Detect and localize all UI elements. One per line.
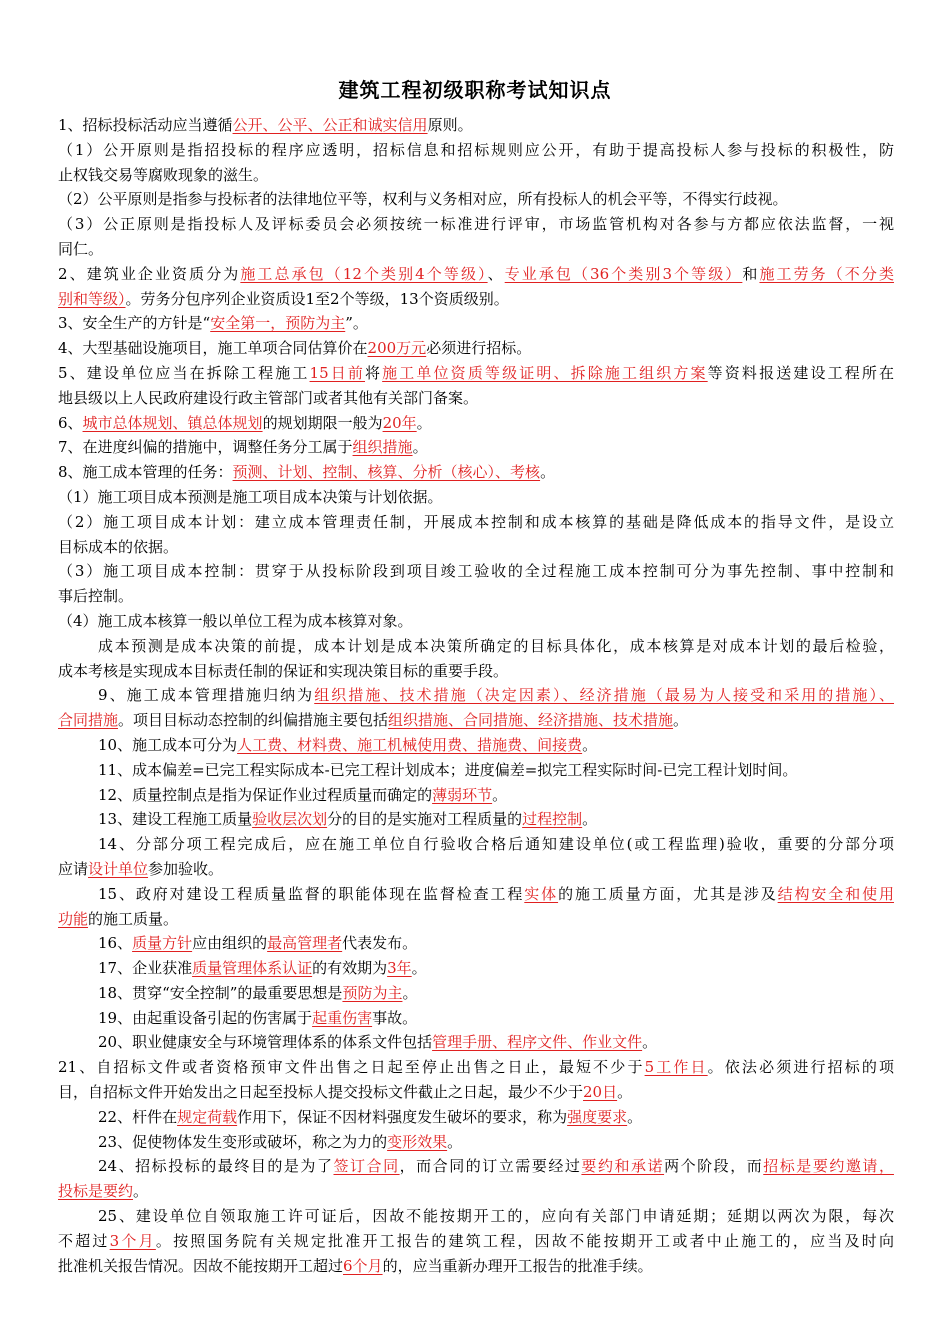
- text-line: [58, 1006, 894, 1031]
- highlighted-keyword: 施工单位资质等级证明、拆除施工组织方案: [382, 363, 708, 382]
- text-segment: （2）公平原则是指参与投标者的法律地位平等，权利与义务相对应，所有投标人的机会平等，不得实行歧视。: [58, 190, 788, 209]
- highlighted-keyword: 要约和承诺: [581, 1157, 665, 1176]
- text-line: [58, 584, 894, 609]
- text-segment: 22、杆件在: [98, 1107, 178, 1126]
- text-segment: 的规划期限一般为: [262, 413, 383, 432]
- text-segment: 1、招标投标活动应当遵循: [58, 116, 233, 134]
- text-line: [58, 882, 894, 907]
- text-line: [58, 1055, 894, 1080]
- text-segment: 。: [673, 711, 689, 730]
- highlighted-keyword: 组织措施: [352, 438, 413, 457]
- text-line: [58, 237, 894, 262]
- text-segment: 的施工质量。: [88, 909, 179, 928]
- highlighted-keyword: 20日: [583, 1083, 618, 1102]
- text-segment: ”。: [345, 314, 368, 333]
- text-line: [58, 138, 894, 163]
- text-segment: 。依法必须进行招标的项: [707, 1058, 894, 1077]
- text-segment: 25、建设单位自领取施工许可证后，因故不能按期开工的，应向有关部门申请延期；延期以两次为限，每次: [98, 1207, 894, 1226]
- text-segment: 应请: [58, 859, 89, 878]
- text-segment: 事后控制。: [58, 587, 134, 606]
- text-line: [58, 609, 894, 634]
- highlighted-keyword: 招标是要约邀请，: [763, 1157, 894, 1176]
- text-segment: 10、施工成本可分为: [98, 735, 238, 754]
- text-line: [58, 783, 894, 808]
- text-segment: 。按照国务院有关规定批准开工报告的建筑工程，因故不能按期开工或者中止施工的，应当及时向: [155, 1231, 894, 1250]
- text-segment: （3）公正原则是指投标人及评标委员会必须按统一标准进行评审，市场监管机构对各参与方都应依法监督，一视: [58, 215, 894, 234]
- text-segment: 。: [617, 1083, 633, 1102]
- text-segment: 3、安全生产的方针是“: [58, 314, 211, 333]
- text-segment: （4）施工成本核算一般以单位工程为成本核算对象。: [58, 611, 413, 630]
- text-segment: 5、建设单位应当在拆除工程施工: [58, 363, 310, 382]
- highlighted-keyword: 3个月: [109, 1231, 156, 1250]
- highlighted-keyword: 实体: [524, 884, 559, 903]
- highlighted-keyword: 起重伤害: [312, 1008, 373, 1027]
- text-segment: 的，应当重新办理开工报告的批准手续。: [382, 1256, 653, 1275]
- text-segment: 13、建设工程施工质量: [98, 810, 253, 829]
- text-segment: 12、质量控制点是指为保证作业过程质量而确定的: [98, 785, 433, 804]
- highlighted-keyword: 15日前: [309, 363, 366, 382]
- text-line: [58, 1030, 894, 1055]
- text-line: [58, 361, 894, 386]
- highlighted-keyword: 施工总承包（12个类别4个等级）: [240, 264, 488, 283]
- text-line: [58, 1229, 894, 1254]
- text-segment: 成本考核是实现成本目标责任制的保证和实现决策目标的重要手段。: [58, 661, 509, 680]
- text-segment: 必须进行招标。: [426, 339, 532, 358]
- text-line: [58, 559, 894, 584]
- text-line: [58, 683, 894, 708]
- text-line: [58, 733, 894, 758]
- text-segment: 23、促使物体发生变形或破坏，称之为力的: [98, 1132, 388, 1151]
- highlighted-keyword: 规定荷载: [177, 1107, 238, 1126]
- highlighted-keyword: 5工作日: [644, 1058, 708, 1077]
- text-segment: 19、由起重设备引起的伤害属于: [98, 1008, 313, 1027]
- text-line: [58, 187, 894, 212]
- page-title: 建筑工程初级职称考试知识点: [338, 78, 612, 102]
- text-line: [58, 758, 894, 783]
- text-line: [58, 931, 894, 956]
- text-line: [58, 485, 894, 510]
- text-line: [58, 1179, 894, 1204]
- text-segment: 的施工质量方面，尤其是涉及: [558, 884, 778, 903]
- text-line: [58, 411, 894, 436]
- text-segment: 止权钱交易等腐败现象的滋生。: [58, 165, 269, 184]
- text-segment: 等资料报送建设工程所在: [707, 363, 894, 382]
- text-segment: 。劳务分包序列企业资质设1至2个等级，13个资质级别。: [125, 289, 509, 308]
- text-line: [58, 907, 894, 932]
- highlighted-keyword: 质量方针: [132, 934, 193, 953]
- highlighted-keyword: 安全第一，预防为主: [210, 314, 346, 333]
- highlighted-keyword: 预测、计划、控制、核算、分析（核心）、考核: [232, 463, 541, 482]
- text-line: [58, 1154, 894, 1179]
- highlighted-keyword: 验收层次划: [252, 810, 328, 829]
- text-segment: 16、: [98, 934, 133, 953]
- text-segment: 11、成本偏差=已完工程实际成本-已完工程计划成本；进度偏差=拟完工程实际时间-已完工程计划时间。: [98, 760, 798, 779]
- text-segment: 8、施工成本管理的任务：: [58, 463, 233, 482]
- text-segment: 和: [742, 264, 760, 283]
- text-segment: 15、政府对建设工程质量监督的职能体现在监督检查工程: [98, 884, 525, 903]
- text-line: [58, 212, 894, 237]
- text-segment: 。: [492, 785, 508, 804]
- text-line: [58, 163, 894, 188]
- highlighted-keyword: 别和等级）: [58, 289, 126, 308]
- highlighted-keyword: 3年: [387, 959, 412, 978]
- text-segment: 。: [642, 1033, 658, 1052]
- text-segment: 两个阶段，而: [664, 1157, 764, 1176]
- highlighted-keyword: 人工费、材料费、施工机械使用费、措施费、间接费: [237, 735, 583, 754]
- text-line: [58, 113, 894, 138]
- highlighted-keyword: 签订合同: [333, 1157, 400, 1176]
- text-segment: 成本预测是成本决策的前提，成本计划是成本决策所确定的目标具体化，成本核算是对成本计划的最后检验，: [98, 636, 894, 655]
- highlighted-keyword: 变形效果: [387, 1132, 448, 1151]
- text-segment: 7、在进度纠偏的措施中，调整任务分工属于: [58, 438, 353, 457]
- text-segment: （1）施工项目成本预测是施工项目成本决策与计划依据。: [58, 487, 443, 506]
- highlighted-keyword: 预防为主: [342, 983, 403, 1002]
- text-segment: 。: [540, 463, 556, 482]
- document-body: [58, 113, 894, 1278]
- highlighted-keyword: 组织措施、技术措施（决定因素）、经济措施（最易为人接受和采用的措施）、: [314, 686, 895, 705]
- text-line: [58, 981, 894, 1006]
- text-line: [58, 435, 894, 460]
- highlighted-keyword: 最高管理者: [267, 934, 343, 953]
- text-line: [58, 386, 894, 411]
- text-segment: 批准机关报告情况。因故不能按期开工超过: [58, 1256, 344, 1275]
- highlighted-keyword: 20年: [382, 413, 417, 432]
- text-segment: 。: [411, 959, 427, 978]
- highlighted-keyword: 强度要求: [567, 1107, 628, 1126]
- text-line: [58, 510, 894, 535]
- highlighted-keyword: 公开、公平、公正和诚实信用: [232, 116, 428, 134]
- text-line: [58, 1105, 894, 1130]
- text-segment: 18、贯穿“安全控制”的最重要思想是: [98, 983, 343, 1002]
- highlighted-keyword: 质量管理体系认证: [192, 959, 313, 978]
- text-segment: 、: [487, 264, 505, 283]
- text-segment: 。: [133, 1182, 149, 1201]
- text-segment: 目标成本的依据。: [58, 537, 179, 556]
- highlighted-keyword: 结构安全和使用: [777, 884, 894, 903]
- highlighted-keyword: 过程控制: [522, 810, 583, 829]
- highlighted-keyword: 功能: [58, 909, 89, 928]
- highlighted-keyword: 组织措施、合同措施、经济措施、技术措施: [388, 711, 674, 730]
- text-segment: 地县级以上人民政府建设行政主管部门或者其他有关部门备案。: [58, 388, 479, 407]
- text-line: [58, 956, 894, 981]
- text-line: [58, 659, 894, 684]
- text-segment: 。: [447, 1132, 463, 1151]
- text-line: [58, 1130, 894, 1155]
- text-line: [58, 262, 894, 287]
- text-segment: 6、: [58, 413, 83, 432]
- text-line: [58, 1204, 894, 1229]
- text-segment: 。: [582, 810, 598, 829]
- highlighted-keyword: 管理手册、程序文件、作业文件: [432, 1033, 643, 1052]
- text-line: [58, 460, 894, 485]
- highlighted-keyword: 投标是要约: [58, 1182, 134, 1201]
- text-segment: 。: [416, 413, 432, 432]
- text-segment: 。: [412, 438, 428, 457]
- text-line: [58, 857, 894, 882]
- text-segment: 的有效期为: [312, 959, 388, 978]
- text-line: [58, 807, 894, 832]
- text-segment: 。项目目标动态控制的纠偏措施主要包括: [118, 711, 389, 730]
- text-segment: 。: [402, 983, 418, 1002]
- text-segment: 4、大型基础设施项目，施工单项合同估算价在: [58, 339, 368, 358]
- text-segment: 原则。: [427, 116, 473, 134]
- text-segment: 代表发布。: [342, 934, 418, 953]
- highlighted-keyword: 城市总体规划、镇总体规划: [82, 413, 263, 432]
- text-segment: 不超过: [58, 1231, 110, 1250]
- highlighted-keyword: 设计单位: [88, 859, 149, 878]
- text-segment: ，而合同的订立需要经过: [399, 1157, 582, 1176]
- text-segment: 14、分部分项工程完成后，应在施工单位自行验收合格后通知建设单位(或工程监理)验收，重要的分部分项: [98, 835, 894, 854]
- text-segment: （2）施工项目成本计划：建立成本管理责任制，开展成本控制和成本核算的基础是降低成本的指导文件，是设立: [58, 512, 894, 531]
- highlighted-keyword: 合同措施: [58, 711, 119, 730]
- text-segment: 17、企业获准: [98, 959, 193, 978]
- highlighted-keyword: 施工劳务（不分类: [759, 264, 894, 283]
- text-segment: 应由组织的: [192, 934, 268, 953]
- text-line: [58, 287, 894, 312]
- text-line: [58, 1080, 894, 1105]
- text-segment: 。: [627, 1107, 643, 1126]
- text-segment: 事故。: [372, 1008, 418, 1027]
- highlighted-keyword: 专业承包（36个类别3个等级）: [504, 264, 743, 283]
- text-segment: 参加验收。: [148, 859, 224, 878]
- text-segment: 24、招标投标的最终目的是为了: [98, 1157, 334, 1176]
- text-line: [58, 832, 894, 857]
- text-line: [58, 311, 894, 336]
- highlighted-keyword: 6个月: [343, 1256, 383, 1275]
- text-line: [58, 1254, 894, 1279]
- text-segment: 目，自招标文件开始发出之日起至投标人提交投标文件截止之日起，最少不少于: [58, 1083, 584, 1102]
- text-segment: 分的目的是实施对工程质量的: [327, 810, 523, 829]
- text-segment: （1）公开原则是指招投标的程序应透明，招标信息和招标规则应公开，有助于提高投标人参与投标的积极性，防: [58, 140, 894, 159]
- highlighted-keyword: 200万元: [367, 339, 427, 358]
- highlighted-keyword: 薄弱环节: [432, 785, 493, 804]
- text-segment: 21、自招标文件或者资格预审文件出售之日起至停止出售之日止，最短不少于: [58, 1058, 645, 1077]
- text-segment: 9、施工成本管理措施归纳为: [98, 686, 315, 705]
- text-line: [58, 708, 894, 733]
- text-segment: （3）施工项目成本控制：贯穿于从投标阶段到项目竣工验收的全过程施工成本控制可分为事先控制、事中控制和: [58, 562, 894, 581]
- text-segment: 20、职业健康安全与环境管理体系的体系文件包括: [98, 1033, 433, 1052]
- text-segment: 同仁。: [58, 239, 104, 258]
- text-segment: 作用下，保证不因材料强度发生破坏的要求，称为: [237, 1107, 568, 1126]
- text-line: [58, 535, 894, 560]
- text-line: [58, 634, 894, 659]
- text-segment: 。: [582, 735, 598, 754]
- text-segment: 2、建筑业企业资质分为: [58, 264, 241, 283]
- text-line: [58, 336, 894, 361]
- text-segment: 将: [365, 363, 383, 382]
